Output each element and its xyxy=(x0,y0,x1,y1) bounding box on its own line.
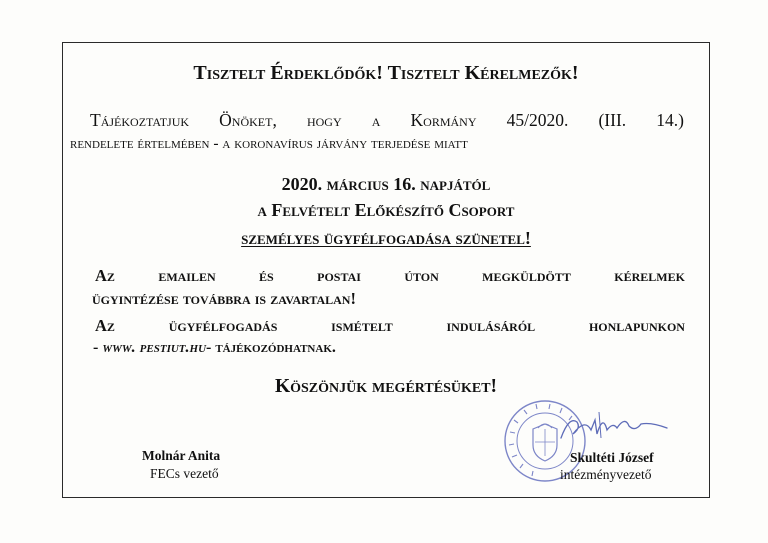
paragraph-2-line-1 xyxy=(95,316,685,336)
info-word-0: Tájékoztatjuk xyxy=(90,110,190,130)
para1-word-2: és xyxy=(259,266,274,285)
info-word-2: hogy xyxy=(306,110,342,130)
info-word-4: Kormány xyxy=(410,110,477,130)
right-signatory-role: intézményvezető xyxy=(560,467,652,482)
closure-statement: személyes ügyfélfogadása szünetel! xyxy=(241,228,531,248)
para2-word-4: honlapunkon xyxy=(588,316,685,335)
info-word-7: 14.) xyxy=(656,110,684,130)
paragraph-2-line-2 xyxy=(93,339,336,357)
closure-date: 2020. március 16. napjától xyxy=(281,174,491,194)
department-name: a Felvételt Előkészítő Csoport xyxy=(257,200,515,220)
paragraph-1-line-2: ügyintézése továbbra is zavartalan! xyxy=(92,289,356,308)
para2-word-3: indulásáról xyxy=(446,316,536,335)
info-word-6: (III. xyxy=(598,110,627,130)
para2-word-0: Az xyxy=(95,316,115,335)
info-word-1: Önöket, xyxy=(219,110,277,130)
website-link[interactable]: www. pestiut.hu xyxy=(102,339,207,356)
paragraph-1-line-1 xyxy=(95,266,685,286)
para1-word-3: postai xyxy=(317,266,361,285)
para2-word-2: ismételt xyxy=(331,316,393,335)
para1-word-6: kérelmek xyxy=(614,266,685,285)
notice-title: Tisztelt Érdeklődők! Tisztelt Kérelmezők! xyxy=(193,62,579,84)
dash-prefix: - xyxy=(93,339,103,356)
left-signatory-name: Molnár Anita xyxy=(142,448,221,463)
handwritten-signature-icon xyxy=(555,408,675,448)
para2-word-1: ügyfélfogadás xyxy=(168,316,278,335)
para1-word-0: Az xyxy=(95,266,115,285)
left-signatory-role: FECs vezető xyxy=(150,466,219,481)
info-line-2: rendelete értelmében - a koronavírus járvány terjedése miatt xyxy=(70,135,468,152)
info-word-5: 45/2020. xyxy=(506,110,569,130)
info-word-3: a xyxy=(371,110,381,130)
info-line-1 xyxy=(90,110,684,131)
para1-word-4: úton xyxy=(404,266,439,285)
para1-word-1: emailen xyxy=(158,266,216,285)
thanks-line: Köszönjük megértésüket! xyxy=(274,376,498,397)
right-signatory-name: Skultéti József xyxy=(570,450,654,465)
para1-word-5: megküldött xyxy=(482,266,571,285)
suffix-text: - tájékozódhatnak. xyxy=(206,339,336,356)
